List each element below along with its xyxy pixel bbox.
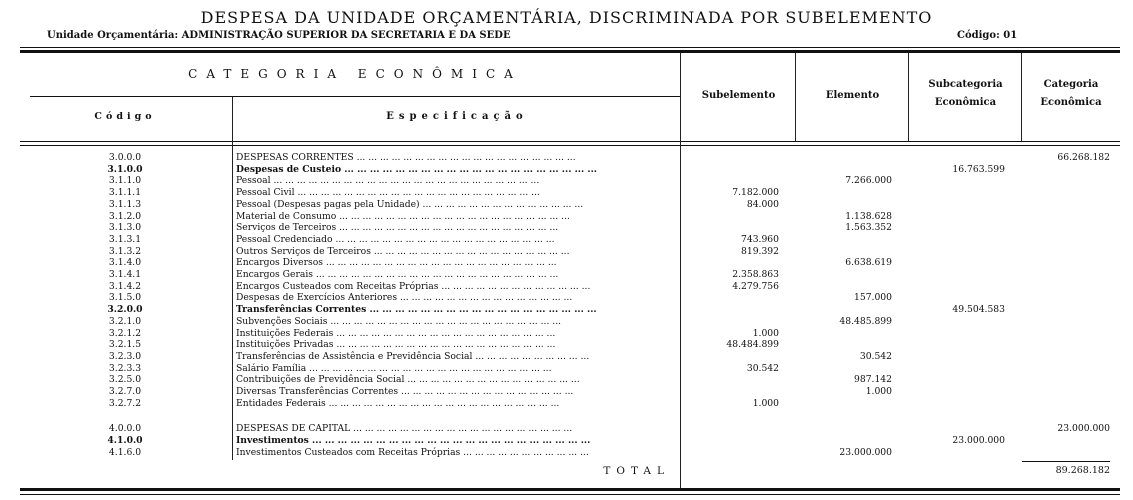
row-subelemento: 84.000 xyxy=(746,198,779,210)
row-subelemento: 2.358.863 xyxy=(732,269,779,280)
row-code: 3.2.7.0 xyxy=(108,386,142,397)
table-row xyxy=(0,363,1133,374)
categoria-economica-underline xyxy=(30,96,680,97)
row-code: 4.0.0.0 xyxy=(108,423,142,435)
code-line: Código: 01 xyxy=(957,30,1018,41)
table-row xyxy=(0,292,1133,303)
table-row xyxy=(0,222,1133,233)
row-specification: Pessoal Credenciado ... ... ... ... ... ... ... ... ... ... ... ... ... ... ... ... ... ... ... xyxy=(236,233,555,245)
row-code: 3.1.0.0 xyxy=(107,163,143,175)
row-specification: Transferências Correntes ... ... ... ... ... ... ... ... ... ... ... ... ... ... ... ... ... ... xyxy=(236,304,597,316)
page-title: DESPESA DA UNIDADE ORÇAMENTÁRIA, DISCRIMINADA POR SUBELEMENTO xyxy=(200,8,933,27)
header-codigo: Código xyxy=(94,111,156,122)
row-subelemento: 7.182.000 xyxy=(732,187,779,199)
row-specification: Outros Serviços de Terceiros ... ... ... ... ... ... ... ... ... ... ... ... ... ... ... ... ... xyxy=(236,245,570,257)
row-specification: Pessoal (Despesas pagas pela Unidade) ... ... ... ... ... ... ... ... ... ... ... ... ... ... xyxy=(236,198,584,210)
row-categoria: 66.268.182 xyxy=(1057,152,1110,163)
row-code: 3.2.3.3 xyxy=(108,362,142,374)
row-code: 3.1.3.1 xyxy=(108,233,142,245)
table-row xyxy=(0,339,1133,350)
row-subcategoria: 16.763.599 xyxy=(952,163,1005,175)
header-subelemento: Subelemento xyxy=(701,90,776,101)
row-specification: Salário Família ... ... ... ... ... ... ... ... ... ... ... ... ... ... ... ... ... ... ... ... ... xyxy=(236,362,552,374)
header-rule-2 xyxy=(20,145,1120,146)
row-specification: Pessoal ... ... ... ... ... ... ... ... ... ... ... ... ... ... ... ... ... ... ... ... ... ... ... xyxy=(236,175,540,187)
row-code: 3.2.5.0 xyxy=(108,374,142,386)
header-especificacao: Especificação xyxy=(386,111,528,122)
table-row xyxy=(0,304,1133,315)
bottom-rule xyxy=(20,488,1120,491)
row-specification: DESPESAS CORRENTES ... ... ... ... ... ... ... ... ... ... ... ... ... ... ... ... ... ... ... xyxy=(236,152,576,163)
row-code: 3.2.7.2 xyxy=(108,397,142,409)
row-elemento: 1.000 xyxy=(865,386,892,397)
row-code: 3.1.4.1 xyxy=(108,269,142,280)
table-row xyxy=(0,257,1133,268)
table-row xyxy=(0,246,1133,257)
row-elemento: 30.542 xyxy=(859,350,892,362)
row-subelemento: 1.000 xyxy=(752,397,779,409)
row-specification: Encargos Diversos ... ... ... ... ... ... ... ... ... ... ... ... ... ... ... ... ... ... ... ... xyxy=(236,257,557,269)
row-subcategoria: 23.000.000 xyxy=(952,435,1005,447)
row-code: 3.2.3.0 xyxy=(108,350,142,362)
table-row xyxy=(0,316,1133,327)
table-row xyxy=(0,269,1133,280)
header-subcategoria-line2: Econômica xyxy=(934,97,997,108)
table-row xyxy=(0,175,1133,186)
row-subelemento: 743.960 xyxy=(741,233,779,245)
row-specification: Despesas de Exercícios Anteriores ... ... ... ... ... ... ... ... ... ... ... ... ... ... ... xyxy=(236,292,573,304)
table-row xyxy=(0,281,1133,292)
total-value: 89.268.182 xyxy=(1055,465,1110,476)
table-row xyxy=(0,187,1133,198)
row-specification: Encargos Custeados com Receitas Próprias ... ... ... ... ... ... ... ... ... ... ... ... ... xyxy=(236,280,591,292)
row-code: 3.1.1.1 xyxy=(108,187,142,199)
row-code: 3.1.4.2 xyxy=(108,280,142,292)
table-row xyxy=(0,152,1133,163)
row-specification: Material de Consumo ... ... ... ... ... ... ... ... ... ... ... ... ... ... ... ... ... ... ... ... xyxy=(236,210,570,222)
header-elemento: Elemento xyxy=(825,90,880,101)
header-subcategoria-line1: Subcategoria xyxy=(928,79,1003,90)
header-categoria-line1: Categoria xyxy=(1043,79,1099,90)
row-specification: Despesas de Custeio ... ... ... ... ... ... ... ... ... ... ... ... ... ... ... ... ... ... ... ... xyxy=(236,163,597,175)
row-code: 3.2.1.2 xyxy=(108,327,142,339)
total-underline xyxy=(1022,461,1110,462)
row-code: 4.1.0.0 xyxy=(107,435,143,447)
header-categoria-economica-col xyxy=(1022,76,1120,112)
total-label: TOTAL xyxy=(603,465,670,477)
table-row xyxy=(0,328,1133,339)
unit-line: Unidade Orçamentária: ADMINISTRAÇÃO SUPERIOR DA SECRETARIA E DA SEDE xyxy=(47,30,511,41)
table-row xyxy=(0,398,1133,409)
table-row xyxy=(0,386,1133,397)
table-row xyxy=(0,164,1133,175)
row-subelemento: 819.392 xyxy=(741,245,779,257)
row-code: 3.2.1.0 xyxy=(108,315,142,327)
row-code: 3.2.0.0 xyxy=(107,304,143,316)
header-subcategoria-economica xyxy=(909,76,1022,112)
row-elemento: 7.266.000 xyxy=(845,175,892,187)
row-specification: Subvenções Sociais ... ... ... ... ... ... ... ... ... ... ... ... ... ... ... ... ... ... ... ... xyxy=(236,315,562,327)
row-elemento: 6.638.619 xyxy=(845,257,892,269)
row-code: 3.2.1.5 xyxy=(108,339,142,351)
row-specification: Diversas Transferências Correntes ... ... ... ... ... ... ... ... ... ... ... ... ... ... ... xyxy=(236,386,574,397)
table-row xyxy=(0,447,1133,458)
row-code: 3.1.3.2 xyxy=(108,245,142,257)
table-row xyxy=(0,351,1133,362)
table-row xyxy=(0,211,1133,222)
row-specification: Investimentos Custeados com Receitas Próprias ... ... ... ... ... ... ... ... ... ... ... xyxy=(236,446,589,458)
row-specification: Investimentos ... ... ... ... ... ... ... ... ... ... ... ... ... ... ... ... ... ... ... ... ... ... xyxy=(236,435,591,447)
row-specification: Encargos Gerais ... ... ... ... ... ... ... ... ... ... ... ... ... ... ... ... ... ... ... ... ... xyxy=(236,269,559,280)
row-elemento: 1.563.352 xyxy=(845,222,892,234)
row-elemento: 987.142 xyxy=(854,374,892,386)
row-specification: Transferências de Assistência e Previdência Social ... ... ... ... ... ... ... ... ... ... xyxy=(236,350,590,362)
row-specification: Entidades Federais ... ... ... ... ... ... ... ... ... ... ... ... ... ... ... ... ... ... ... ... xyxy=(236,397,560,409)
row-code: 3.1.3.0 xyxy=(108,222,142,234)
row-specification: Serviços de Terceiros ... ... ... ... ... ... ... ... ... ... ... ... ... ... ... ... ... ... ... xyxy=(236,222,559,234)
bottom-rule-2 xyxy=(20,494,1120,495)
row-specification: Pessoal Civil ... ... ... ... ... ... ... ... ... ... ... ... ... ... ... ... ... ... ... ... ... xyxy=(236,187,540,199)
row-specification: DESPESAS DE CAPITAL ... ... ... ... ... ... ... ... ... ... ... ... ... ... ... ... ... ... ... xyxy=(236,423,573,435)
row-elemento: 23.000.000 xyxy=(839,446,892,458)
header-categoria-line2: Econômica xyxy=(1040,97,1102,108)
row-elemento: 48.485.899 xyxy=(839,315,892,327)
row-subelemento: 4.279.756 xyxy=(732,280,779,292)
top-rule-thick xyxy=(20,50,1120,53)
table-row xyxy=(0,234,1133,245)
row-specification: Contribuições de Previdência Social ... ... ... ... ... ... ... ... ... ... ... ... ... ... ... xyxy=(236,374,580,386)
row-code: 4.1.6.0 xyxy=(108,446,142,458)
row-subelemento: 30.542 xyxy=(746,362,779,374)
top-rule xyxy=(20,47,1120,48)
row-code: 3.1.1.3 xyxy=(108,198,142,210)
header-rule xyxy=(20,141,1120,142)
row-specification: Instituições Federais ... ... ... ... ... ... ... ... ... ... ... ... ... ... ... ... ... ... ... xyxy=(236,327,556,339)
table-row xyxy=(0,374,1133,385)
table-row xyxy=(0,199,1133,210)
header-categoria-economica: CATEGORIA ECONÔMICA xyxy=(188,67,522,81)
row-code: 3.0.0.0 xyxy=(108,152,142,163)
row-code: 3.1.4.0 xyxy=(108,257,142,269)
row-elemento: 157.000 xyxy=(854,292,892,304)
table-row xyxy=(0,423,1133,434)
row-subelemento: 1.000 xyxy=(752,327,779,339)
row-specification: Instituições Privadas ... ... ... ... ... ... ... ... ... ... ... ... ... ... ... ... ... ... ... xyxy=(236,339,556,351)
row-categoria: 23.000.000 xyxy=(1057,423,1110,435)
row-subcategoria: 49.504.583 xyxy=(952,304,1005,316)
table-row xyxy=(0,435,1133,446)
row-code: 3.1.5.0 xyxy=(108,292,142,304)
row-elemento: 1.138.628 xyxy=(845,210,892,222)
row-subelemento: 48.484.899 xyxy=(726,339,779,351)
row-code: 3.1.1.0 xyxy=(108,175,142,187)
row-code: 3.1.2.0 xyxy=(108,210,142,222)
